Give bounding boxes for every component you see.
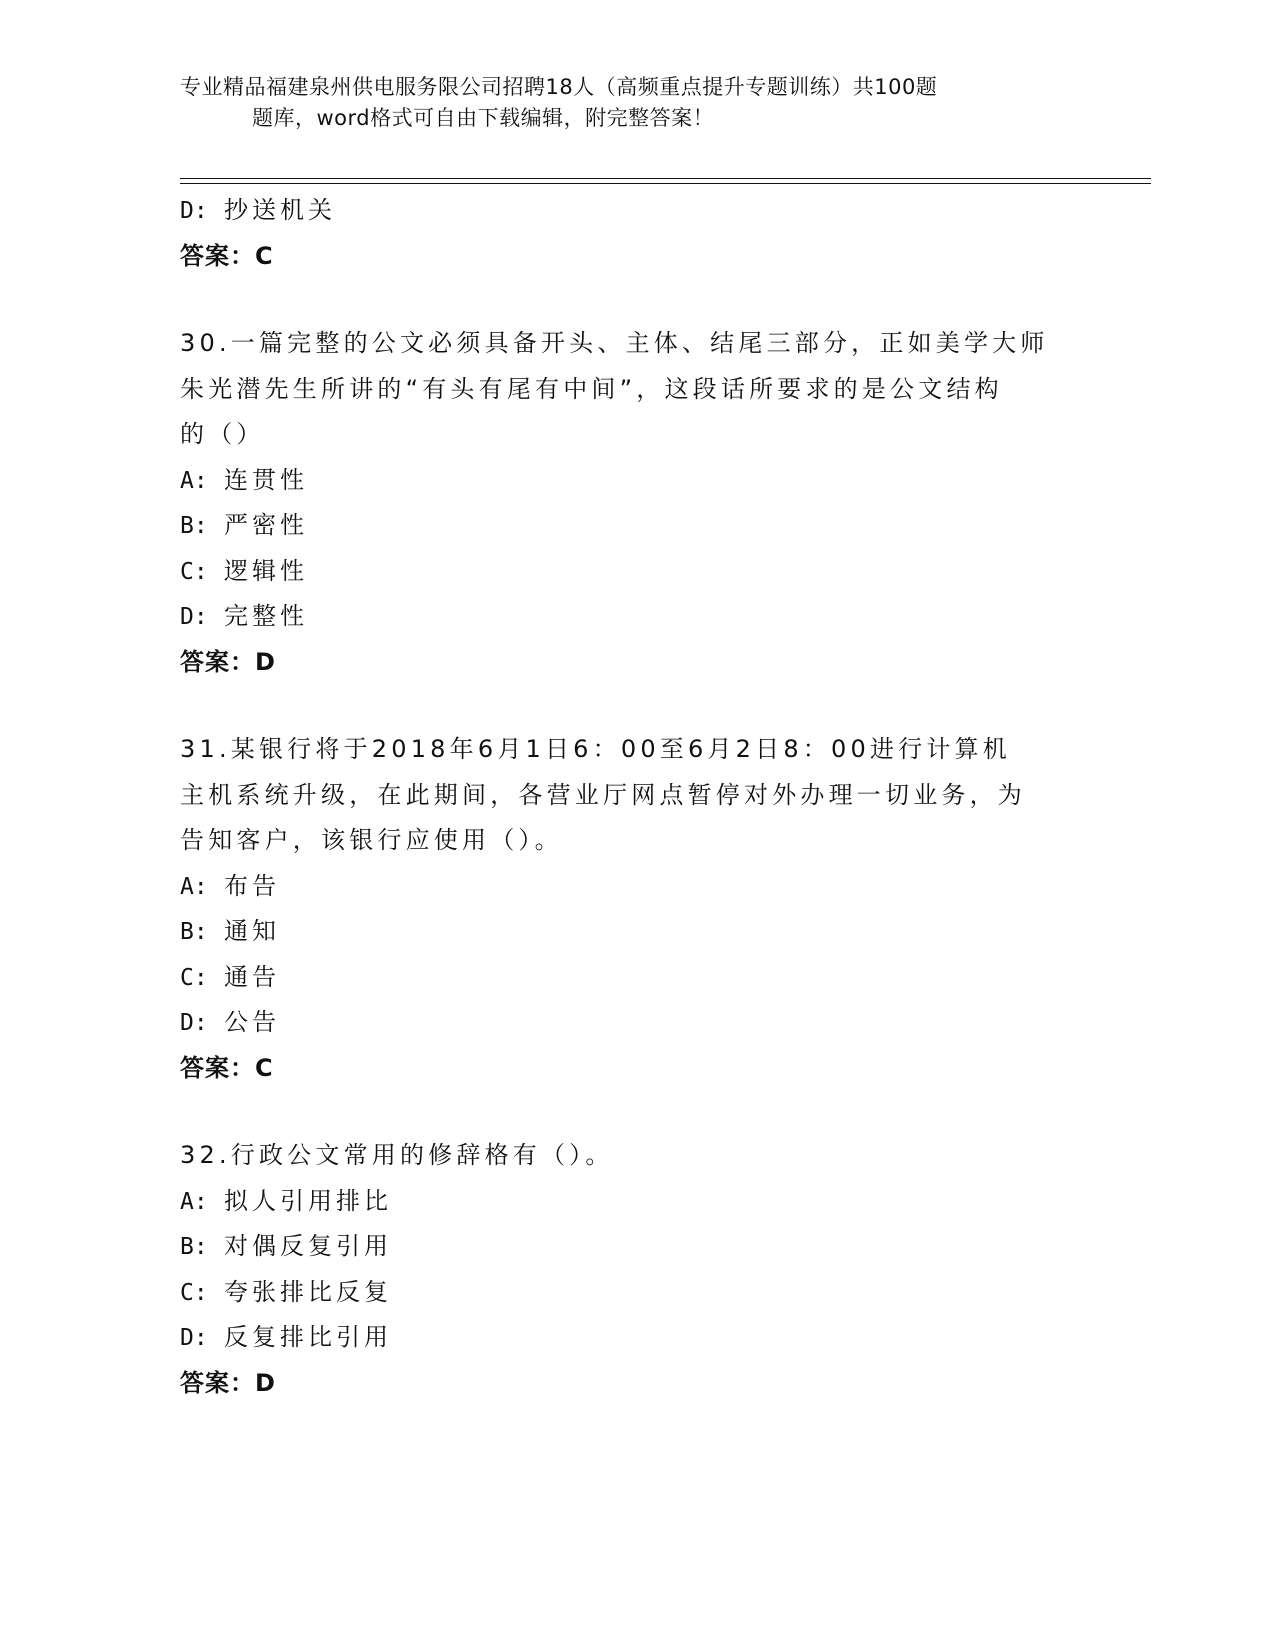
option-key: B:: [180, 919, 208, 945]
option-a: [180, 1179, 1080, 1225]
header-title-line-1: 专业精品福建泉州供电服务限公司招聘18人（高频重点提升专题训练）共100题: [180, 75, 938, 99]
answer-value: C: [255, 1053, 274, 1082]
option-text: 抄送机关: [224, 196, 336, 224]
option-key: D:: [180, 604, 208, 630]
option-d: [180, 1315, 1080, 1361]
option-text: 严密性: [224, 511, 308, 539]
option-key: D:: [180, 1010, 208, 1036]
option-text: 对偶反复引用: [224, 1232, 392, 1260]
document-header: [180, 72, 1060, 134]
answer-label: 答案：: [180, 241, 255, 270]
question-30: [180, 321, 1080, 685]
option-text: 拟人引用排比: [224, 1186, 392, 1215]
question-stem-line: 朱光潜先生所讲的“有头有尾有中间”，这段话所要求的是公文结构: [180, 374, 1003, 403]
answer-line: [180, 640, 1080, 686]
option-d: [180, 188, 1080, 234]
option-b: [180, 1224, 1080, 1270]
option-text: 公告: [224, 1008, 280, 1036]
option-key: D:: [180, 1325, 208, 1351]
option-key: B:: [180, 1234, 208, 1260]
option-c: [180, 1270, 1080, 1316]
question-stem-line: 32.行政公文常用的修辞格有（）。: [180, 1141, 614, 1169]
question-stem-line: 告知客户，该银行应使用（）。: [180, 826, 563, 854]
header-divider-top: [180, 178, 1151, 179]
option-key: D:: [180, 198, 208, 224]
option-key: C:: [180, 1279, 208, 1306]
header-title-line-2: 题库，word格式可自由下载编辑，附完整答案！: [252, 106, 715, 130]
answer-label: 答案：: [180, 1368, 255, 1397]
question-content: [180, 188, 1080, 1406]
option-d: [180, 1000, 1080, 1046]
option-text: 逻辑性: [224, 556, 308, 585]
question-31: [180, 727, 1080, 1091]
option-text: 连贯性: [224, 465, 308, 494]
option-b: [180, 909, 1080, 955]
header-divider-bottom: [180, 183, 1151, 184]
question-stem-line: 的（）: [180, 420, 265, 448]
option-text: 布告: [224, 871, 280, 900]
option-key: A:: [180, 873, 208, 900]
option-c: [180, 549, 1080, 595]
question-stem-line: 31.某银行将于2018年6月1日6：00至6月2日8：00进行计算机: [180, 735, 1011, 763]
option-a: [180, 864, 1080, 910]
option-text: 通知: [224, 917, 280, 945]
question-stem-line: 主机系统升级，在此期间，各营业厅网点暂停对外办理一切业务，为: [180, 780, 1026, 809]
answer-value: D: [255, 1368, 276, 1397]
option-key: B:: [180, 513, 208, 539]
option-text: 夸张排比反复: [224, 1277, 392, 1306]
option-b: [180, 503, 1080, 549]
answer-label: 答案：: [180, 1053, 255, 1082]
option-a: [180, 458, 1080, 504]
option-c: [180, 955, 1080, 1001]
answer-label: 答案：: [180, 647, 255, 676]
option-text: 完整性: [224, 602, 308, 630]
answer-line: [180, 1046, 1080, 1092]
question-stem-line: 30.一篇完整的公文必须具备开头、主体、结尾三部分，正如美学大师: [180, 329, 1049, 357]
option-key: A:: [180, 1188, 208, 1215]
option-d: [180, 594, 1080, 640]
option-text: 反复排比引用: [224, 1323, 392, 1351]
answer-value: D: [255, 647, 276, 676]
option-key: C:: [180, 558, 208, 585]
option-key: C:: [180, 964, 208, 991]
answer-line: [180, 1361, 1080, 1407]
question-32: [180, 1133, 1080, 1406]
option-text: 通告: [224, 962, 280, 991]
answer-value: C: [255, 241, 274, 270]
option-key: A:: [180, 467, 208, 494]
answer-line: [180, 234, 1080, 280]
